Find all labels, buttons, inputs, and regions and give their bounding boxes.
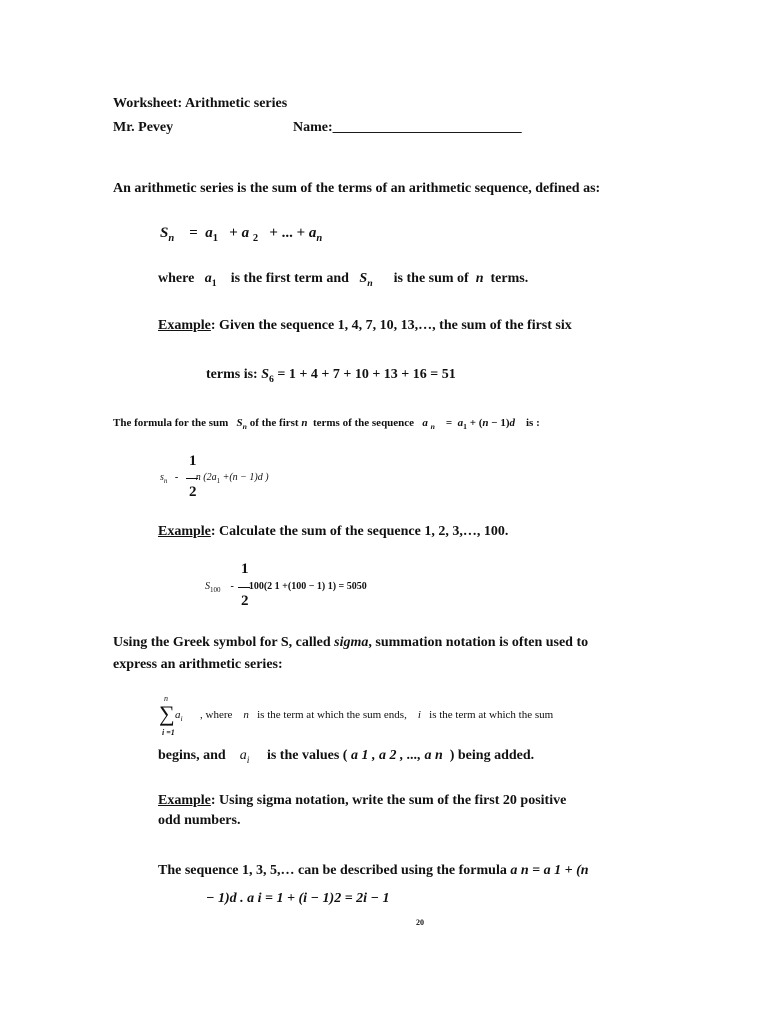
fraction2-numerator: 1 xyxy=(241,561,249,577)
fraction2-bar xyxy=(238,587,250,588)
example2-text: Example: Calculate the sum of the sequence 1, 2, 3,…, 100. xyxy=(158,524,509,539)
name-blank: ___________________________ xyxy=(332,120,522,135)
name-field[interactable] xyxy=(293,120,522,136)
series-formula: $S_n$ = $a_1$ + a $_2$ + ... + $a_n$ xyxy=(160,225,323,244)
fraction1-bar xyxy=(186,478,198,479)
fraction1-numerator: 1 xyxy=(189,453,197,469)
example1-text: Example: Given the sequence 1, 4, 7, 10, 13,…, the sum of the first six xyxy=(158,318,572,333)
sequence-formula-line2: − 1)d . a i = 1 + (i − 1)2 = 2i − 1 xyxy=(206,891,390,906)
fraction1-denominator: 2 xyxy=(189,484,197,500)
name-label: Name: xyxy=(293,120,333,135)
sigma-intro-line1: Using the Greek symbol for S, called sigma, summation notation is often used to xyxy=(113,635,589,650)
sigma-begins-text: begins, and $a_i$ is the values ( a 1 , a 2 , ..., a n ) being added. xyxy=(158,748,535,766)
sigma-symbol: ∑ xyxy=(159,701,175,726)
example1-sum: terms is: $S_6 = 1 + 4 + 7 + 10 + 13 + 16 = 51$ xyxy=(206,367,456,385)
fraction2-formula: $S_{100}$ - 100(2 1 +(100 − 1) 1) = 5050 xyxy=(205,581,367,594)
worksheet-title: Worksheet: Arithmetic series xyxy=(113,96,288,111)
example3-text-line2: odd numbers. xyxy=(158,813,241,828)
sigma-explanation: , where n is the term at which the sum ends, i is the term at which the sum xyxy=(200,709,554,721)
sum-formula-text: The formula for the sum $S_n$ of the first n terms of the sequence a $_n$ = $a_1 + (n - 1)d$ is : xyxy=(113,417,540,432)
fraction1-formula: $s_n$ - n ($2a_1 +(n - 1)d$ ) xyxy=(160,472,269,485)
sequence-formula-text: The sequence 1, 3, 5,… can be described using the formula a n = a 1 + (n xyxy=(158,863,589,878)
teacher-name: Mr. Pevey xyxy=(113,120,174,135)
sigma-term: $a_i$ xyxy=(175,709,183,724)
sigma-upper-limit: n xyxy=(164,694,168,703)
fraction2-denominator: 2 xyxy=(241,593,249,609)
definition-text: An arithmetic series is the sum of the terms of an arithmetic sequence, defined as: xyxy=(113,181,601,196)
example3-text: Example: Using sigma notation, write the sum of the first 20 positive xyxy=(158,793,567,808)
sigma-lower-limit: i =1 xyxy=(162,728,175,737)
page-number: 20 xyxy=(416,918,424,927)
where-definition: where $a_1$ is the first term and $S_n$ is the sum of n terms. xyxy=(158,271,529,289)
sigma-intro-line2: express an arithmetic series: xyxy=(113,657,283,672)
